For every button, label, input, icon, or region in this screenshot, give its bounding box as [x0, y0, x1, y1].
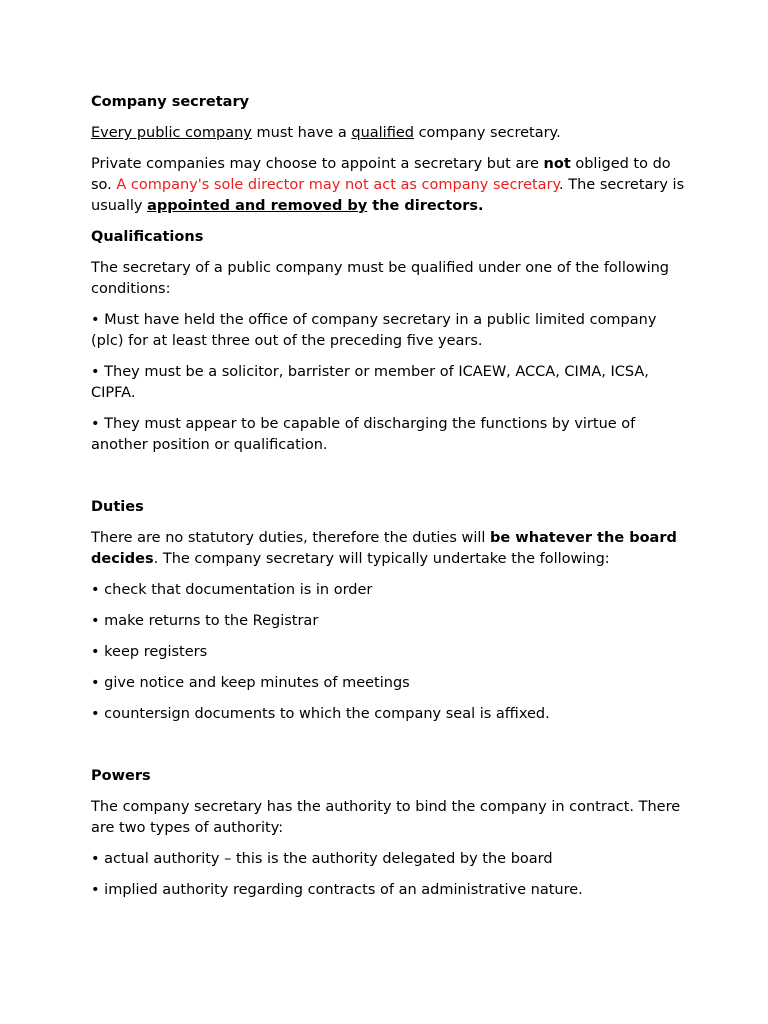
list-item: • keep registers: [91, 644, 208, 660]
paragraph-public-company: [91, 123, 691, 144]
powers-intro: The company secretary has the authority to bind the company in contract. There are two types of authority:: [91, 799, 681, 836]
red-highlighted-text: A company's sole director may not act as company secretary: [116, 177, 560, 193]
qualifications-intro: The secretary of a public company must be qualified under one of the following conditions:: [91, 260, 670, 297]
list-item: • check that documentation is in order: [91, 582, 373, 598]
bold-underlined-text: appointed and removed by: [147, 198, 368, 214]
spacer: [91, 735, 691, 766]
bold-text: be whatever the board decides: [91, 530, 677, 567]
text-run: must have a: [251, 125, 352, 141]
bold-text: the directors.: [367, 198, 484, 214]
text-run: . The company secretary will typically undertake the following:: [153, 551, 610, 567]
document-page: [91, 92, 691, 911]
duties-intro: [91, 528, 691, 570]
list-item: • countersign documents to which the company seal is affixed.: [91, 706, 550, 722]
paragraph-private-companies: [91, 154, 691, 217]
text-run: There are no statutory duties, therefore the duties will: [91, 530, 491, 546]
text-run: company secretary.: [413, 125, 561, 141]
text-run: Private companies may choose to appoint a secretary but are: [91, 156, 544, 172]
text-run: . The secretary is usually: [91, 177, 685, 214]
list-item: • They must be a solicitor, barrister or member of ICAEW, ACCA, CIMA, ICSA, CIPFA.: [91, 364, 649, 401]
text-run: obliged to do so.: [91, 156, 671, 193]
heading-company-secretary: Company secretary: [91, 94, 250, 110]
heading-duties: Duties: [91, 499, 144, 515]
list-item: • They must appear to be capable of discharging the functions by virtue of another position or qualification.: [91, 416, 636, 453]
list-item: • Must have held the office of company secretary in a public limited company (plc) for at least three out of the preceding five years.: [91, 312, 657, 349]
list-item: • make returns to the Registrar: [91, 613, 319, 629]
heading-qualifications: Qualifications: [91, 229, 204, 245]
underlined-text: qualified: [351, 125, 414, 141]
heading-powers: Powers: [91, 768, 151, 784]
spacer: [91, 466, 691, 497]
list-item: • give notice and keep minutes of meetings: [91, 675, 410, 691]
underlined-text: Every public company: [91, 125, 252, 141]
list-item: • actual authority – this is the authority delegated by the board: [91, 851, 553, 867]
list-item: • implied authority regarding contracts of an administrative nature.: [91, 882, 583, 898]
bold-text: not: [543, 156, 571, 172]
